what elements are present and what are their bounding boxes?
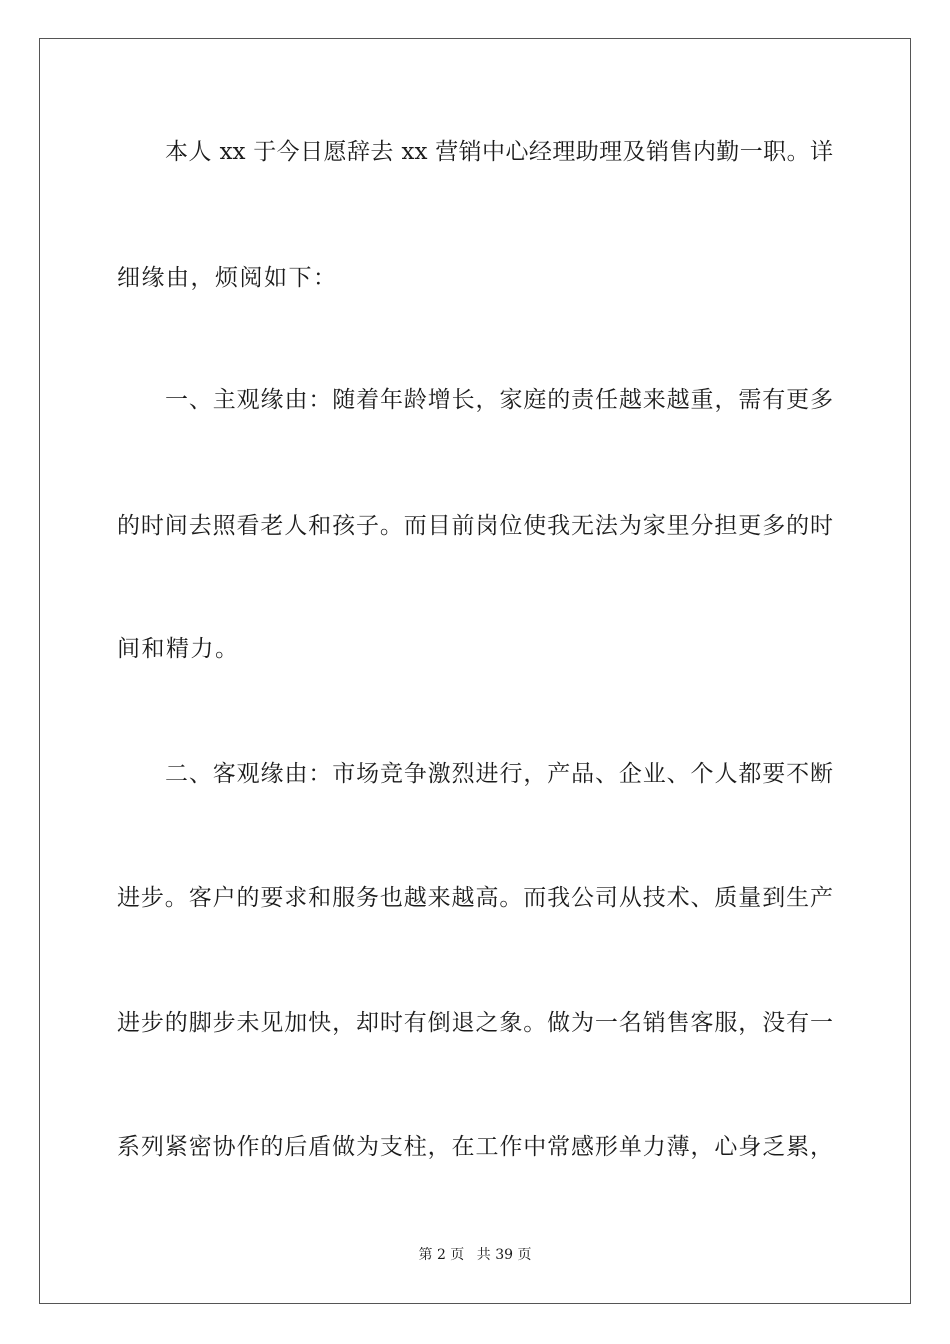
text-line: 一、主观缘由：随着年龄增长，家庭的责任越来越重，需有更多 <box>165 387 833 413</box>
text-line: 二、客观缘由：市场竞争激烈进行，产品、企业、个人都要不断 <box>165 761 833 787</box>
text-line: 细缘由，烦阅如下： <box>117 265 338 291</box>
page-number: 第 2 页 <box>418 1247 465 1263</box>
page-border <box>39 38 911 1304</box>
page-footer <box>0 1246 950 1264</box>
text-line: 本人 xx 于今日愿辞去 xx 营销中心经理助理及销售内勤一职。详 <box>165 139 833 165</box>
text-line: 的时间去照看老人和孩子。而目前岗位使我无法为家里分担更多的时 <box>117 513 833 539</box>
text-line: 间和精力。 <box>117 636 240 662</box>
text-line: 系列紧密协作的后盾做为支柱，在工作中常感形单力薄，心身乏累， <box>117 1134 833 1160</box>
total-pages: 共 39 页 <box>476 1247 532 1263</box>
text-line: 进步的脚步未见加快，却时有倒退之象。做为一名销售客服，没有一 <box>117 1010 833 1036</box>
text-line: 进步。客户的要求和服务也越来越高。而我公司从技术、质量到生产 <box>117 885 833 911</box>
